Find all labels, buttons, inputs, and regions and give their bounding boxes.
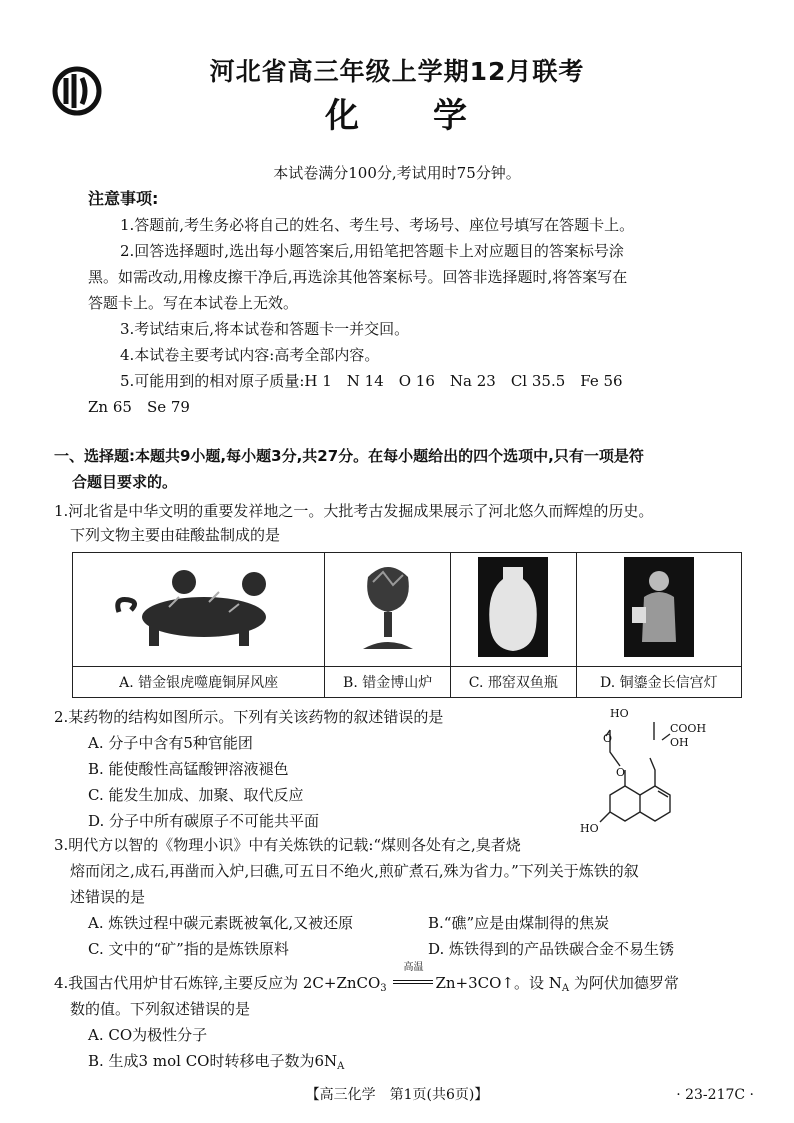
notes-line: 黑。如需改动,用橡皮擦干净后,再选涂其他答案标号。回答非选择题时,将答案写在 — [88, 268, 628, 286]
option-a: A. 错金银虎噬鹿铜屏风座 — [73, 666, 325, 697]
question-1-stem: 1.河北省是中华文明的重要发祥地之一。大批考古发掘成果展示了河北悠久而辉煌的历史。 — [54, 502, 654, 520]
option-d: D. 铜鎏金长信宫灯 — [576, 666, 741, 697]
notes-line: 1.答题前,考生务必将自己的姓名、考生号、考场号、座位号填写在答题卡上。 — [120, 216, 635, 234]
relic-d-image — [576, 553, 741, 667]
notes-line: 答题卡上。写在本试卷上无效。 — [88, 294, 299, 312]
footer-page-info: 【高三化学 第1页(共6页)】 — [305, 1087, 489, 1103]
question-1-stem: 下列文物主要由硅酸盐制成的是 — [70, 526, 281, 544]
notes-line: 3.考试结束后,将本试卷和答题卡一并交回。 — [120, 320, 410, 338]
footer-code: · 23-217C · — [676, 1087, 754, 1103]
question-3-stem: 3.明代方以智的《物理小识》中有关炼铁的记载:“煤则各处有之,臭者烧 — [54, 836, 521, 854]
question-3-stem: 熔而闭之,成石,再凿而入炉,曰礁,可五日不绝火,煎矿煮石,殊为省力。”下列关于炼铁的叙 — [70, 862, 639, 880]
q4-text-a: 4.我国古代用炉甘石炼锌,主要反应为 2C+ZnCO — [54, 974, 381, 992]
question-3-stem: 述错误的是 — [70, 888, 146, 906]
option-c: C. 能发生加成、加聚、取代反应 — [88, 786, 304, 804]
page-title: 河北省高三年级上学期12月联考 — [209, 57, 585, 86]
reaction-condition: 高温 — [403, 962, 424, 973]
notes-line: 4.本试卷主要考试内容:高考全部内容。 — [120, 346, 380, 364]
notes-line: 5.可能用到的相对原子质量:H 1 N 14 O 16 Na 23 Cl 35.5 Fe 56 — [120, 372, 623, 390]
label-cooh: COOH — [670, 722, 707, 735]
label-oh: OH — [670, 736, 689, 749]
option-b: B. 能使酸性高锰酸钾溶液褪色 — [88, 760, 289, 778]
option-b: B. 错金博山炉 — [325, 666, 451, 697]
q4-text-c: 为阿伏加德罗常 — [569, 974, 679, 992]
option-d: D. 炼铁得到的产品铁碳合金不易生锈 — [428, 940, 675, 958]
option-a: A. CO为极性分子 — [88, 1026, 208, 1044]
q4-sub-a: A — [561, 983, 570, 994]
q4-optb-sub: A — [337, 1061, 345, 1072]
molecular-structure-diagram — [570, 700, 740, 845]
notes-heading: 注意事项: — [88, 189, 159, 208]
label-ho-left: HO — [580, 822, 599, 835]
option-d: D. 分子中所有碳原子不可能共平面 — [88, 812, 320, 830]
option-a: A. 炼铁过程中碳元素既被氧化,又被还原 — [88, 914, 354, 932]
label-ho-top: HO — [610, 707, 629, 720]
relic-b-image — [325, 553, 451, 667]
relic-a-image — [73, 553, 325, 667]
q4-sub-3: 3 — [380, 983, 387, 994]
option-b: B.“礁”应是由煤制得的焦炭 — [428, 914, 610, 932]
section-heading: 合题目要求的。 — [72, 473, 178, 491]
option-a: A. 分子中含有5种官能团 — [88, 734, 253, 752]
subject-title: 化 学 — [325, 96, 469, 136]
option-c: C. 邢窑双鱼瓶 — [451, 666, 577, 697]
exam-info: 本试卷满分100分,考试用时75分钟。 — [273, 164, 521, 182]
q4-optb-text: B. 生成3 mol CO时转移电子数为6N — [88, 1052, 338, 1070]
question-4-stem: 数的值。下列叙述错误的是 — [70, 1000, 251, 1018]
notes-line: Zn 65 Se 79 — [88, 398, 190, 416]
label-o2: O — [603, 732, 613, 745]
relic-table — [72, 552, 742, 698]
option-b — [88, 1048, 344, 1080]
option-c: C. 文中的“矿”指的是炼铁原料 — [88, 940, 289, 958]
notes-line: 2.回答选择题时,选出每小题答案后,用铅笔把答题卡上对应题目的答案标号涂 — [120, 242, 624, 260]
label-o1: O — [616, 766, 626, 779]
section-heading: 一、选择题:本题共9小题,每小题3分,共27分。在每小题给出的四个选项中,只有一项是符 — [54, 447, 644, 465]
question-2-stem: 2.某药物的结构如图所示。下列有关该药物的叙述错误的是 — [54, 708, 444, 726]
q4-text-b: Zn+3CO↑。设 N — [435, 974, 562, 992]
relic-c-image — [451, 553, 577, 667]
